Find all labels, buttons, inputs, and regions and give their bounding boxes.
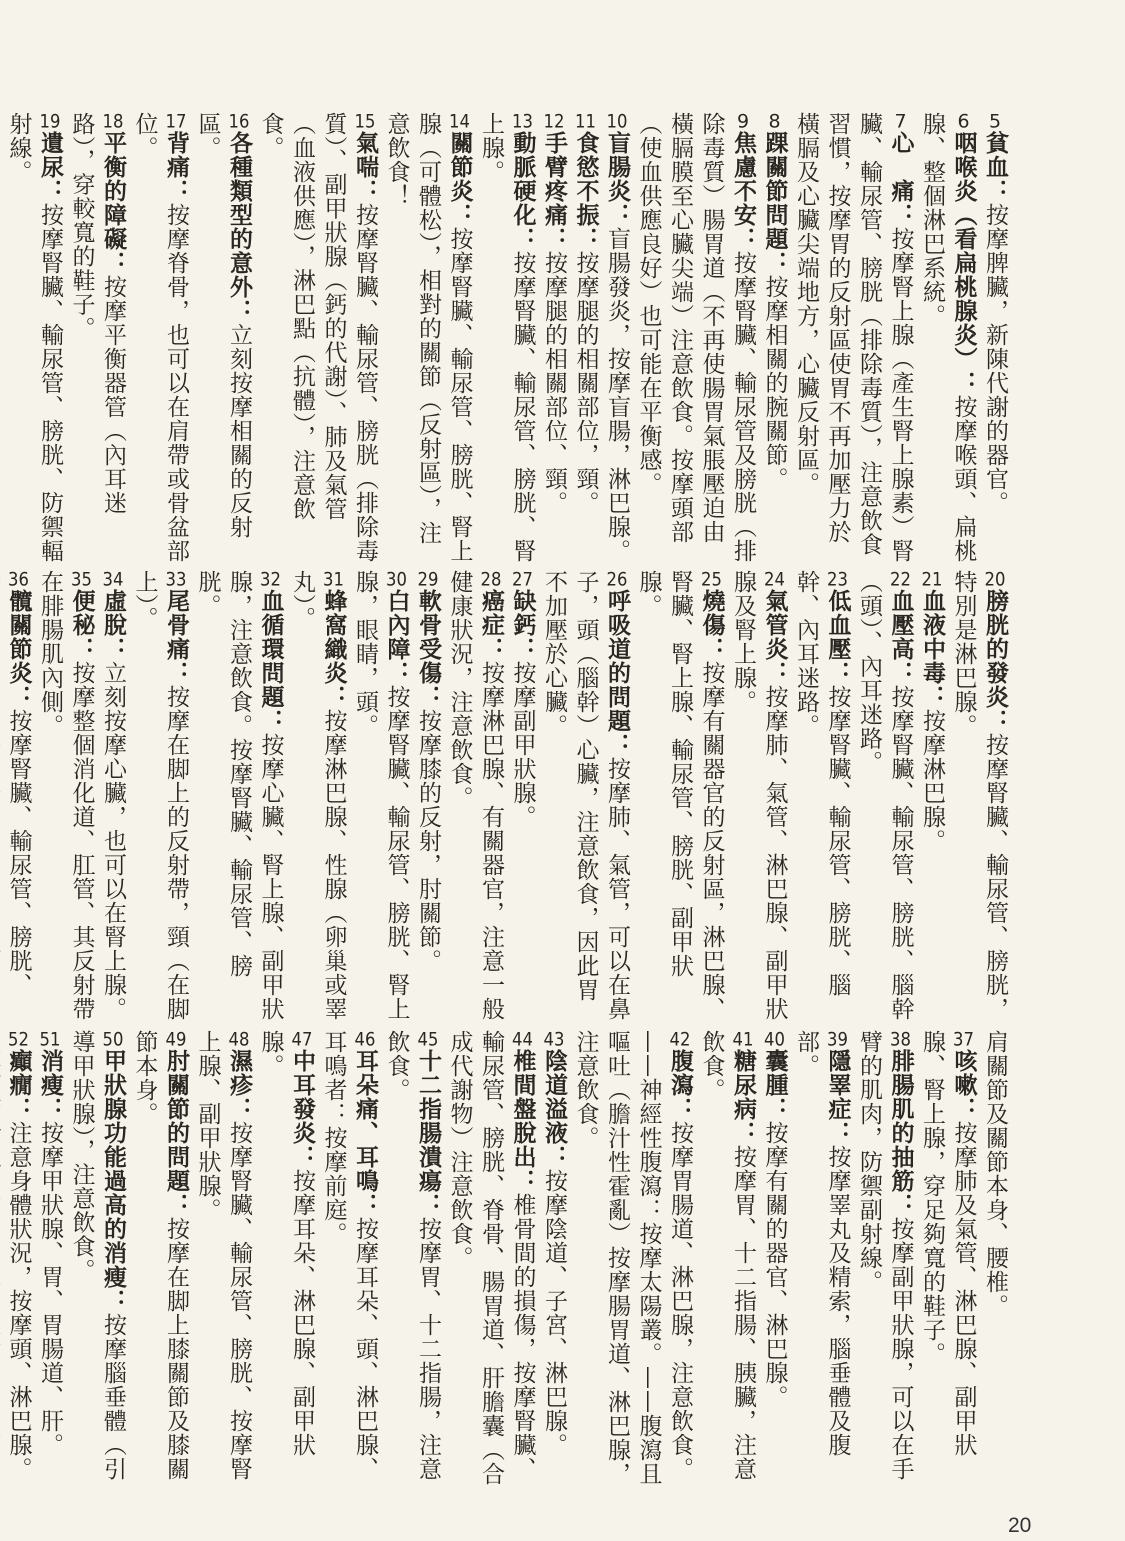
entry-number: 22: [890, 570, 911, 589]
entry-text: 立刻按摩相關的反射區。: [194, 112, 252, 539]
entry-text: 按摩腎臟、輸尿管、膀胱，特別是淋巴腺。: [950, 570, 1008, 1021]
entry-text: 按摩整個消化道、肛管、其反射帶在腓腸肌內側。: [37, 570, 95, 1021]
entry-text: 按摩耳朵、頭、淋巴腺、耳鳴者：按摩前庭。: [320, 1030, 378, 1481]
entry: [916, 570, 948, 1025]
entry-text: 按摩腎臟、輸尿管、膀胱、: [5, 709, 32, 997]
entry: [443, 570, 506, 1025]
entry-heading: 隱睪症：: [824, 1049, 851, 1145]
entry-heading: 甲狀腺功能過高的消瘦：: [100, 1049, 126, 1313]
entry-text: 注意身體狀況，按摩頭、淋巴腺。: [5, 1121, 32, 1481]
entry: [853, 1030, 916, 1490]
entry-heading: 氣喘：: [352, 131, 378, 203]
entry: [947, 570, 1010, 1025]
entry: [2, 1030, 34, 1490]
entry-text: 按摩腿的相關部位，頸。: [572, 251, 599, 515]
entry-number: 32: [260, 570, 281, 589]
entry-text: 按摩心臟、腎上腺、副甲狀腺，注意飲食。按摩腎臟、輸尿管、膀胱。: [194, 570, 284, 1021]
entry-heading: 中耳發炎：: [289, 1049, 315, 1169]
entry: [34, 570, 97, 1025]
entry-number: 9: [736, 112, 750, 131]
entry: [538, 1030, 570, 1490]
entry-text: 按摩淋巴腺。: [919, 709, 945, 853]
entry-heading: 焦慮不安：: [730, 131, 756, 251]
entry-number: 7: [894, 112, 907, 131]
entry-text: 按摩在脚上的反射帶，頸（在脚上）。: [131, 570, 189, 1021]
entry-number: 41: [732, 1030, 754, 1049]
entry: [97, 570, 129, 1025]
entry-text: 按摩肺、氣管，可以在鼻子，頭（腦幹）心臟，注意飲食，因此胃不加壓於心臟。: [541, 570, 630, 1021]
entry: [979, 112, 1011, 564]
entry-number: 35: [71, 570, 92, 589]
entry-text: 按摩副甲狀腺，可以在手臂的肌肉，防禦副射線。: [856, 1030, 914, 1481]
entry-text: 按摩胃腸道、淋巴腺，注意飲食。——神經性腹瀉：按摩太陽叢。——腹瀉且嘔吐（膽汁性霍亂）按摩腸胃道、淋巴腺，注意飲食。: [572, 1030, 693, 1486]
entry-heading: 動脈硬化：: [509, 131, 536, 251]
entry-number: 6: [957, 112, 970, 131]
entry: [380, 1030, 443, 1490]
entry-text: 肩關節及關節本身、腰椎。: [982, 1030, 1008, 1318]
entry-text: 按摩腎臟、輸尿管及膀胱（排除毒質）腸胃道（不再使腸胃氣脹壓迫由橫膈膜至心臟尖端）注意飲食。按摩頭部（使血供應良好）也可能在平衡感。: [635, 112, 756, 563]
entry-text: 按摩腎臟、輸尿管、膀胱、腦幹（頭）、內耳迷路。: [856, 570, 914, 1021]
entry-text: 盲腸發炎，按摩盲腸，淋巴腺。: [604, 227, 630, 563]
entry-heading: 膀胱的發炎：: [982, 589, 1008, 733]
entry-heading: 心 痛：: [887, 131, 914, 227]
entry-text: 按摩胃、十二指腸、胰臟，注意飲食。: [698, 1030, 756, 1481]
entry: [380, 112, 475, 564]
entry-text: 按摩腎臟、輸尿管、膀胱、按摩腎上腺、副甲狀腺。: [194, 1030, 252, 1481]
entry-text: 按摩腎臟、輸尿管、膀胱（排除毒質）、副甲狀腺（鈣的代謝）、肺及氣管（血液供應），淋巴點（抗體），注意飲食。: [257, 112, 378, 563]
entry-heading: 髖關節炎：: [5, 589, 32, 709]
entry-text: 按摩腎臟、輸尿管、膀胱、腎上腺。: [478, 112, 536, 563]
entry: [601, 112, 633, 564]
entry-text: 按摩喉頭、扁桃腺、整個淋巴系統。: [919, 112, 977, 563]
entry-text: 按摩脊骨，也可以在肩帶或骨盆部位。: [131, 112, 189, 563]
entry-text: 按摩甲狀腺、胃、胃腸道、肝。: [37, 1121, 63, 1457]
entry: [916, 112, 979, 564]
entry: [569, 112, 601, 564]
page-number: 20: [1008, 1514, 1032, 1537]
entry-heading: 平衡的障礙：: [100, 131, 126, 275]
entry-number: 49: [165, 1030, 187, 1049]
entry: [191, 1030, 254, 1490]
entry-heading: 濕疹：: [226, 1049, 252, 1121]
entry: [475, 112, 538, 564]
entry-heading: 背痛：: [163, 131, 189, 203]
entry: [758, 1030, 790, 1490]
entry-number: 43: [543, 1030, 565, 1049]
entry: [632, 570, 727, 1025]
entry-text: 按摩平衡器管（內耳迷路），穿較寬的鞋子。: [68, 112, 126, 515]
entry-number: 23: [827, 570, 848, 589]
entry: [916, 1030, 979, 1490]
entry-number: 18: [102, 112, 124, 131]
entry-number: 16: [228, 112, 250, 131]
entry-heading: 糖尿病：: [730, 1049, 756, 1145]
entry-heading: 各種類型的意外：: [226, 131, 252, 323]
entry-number: 47: [291, 1030, 313, 1049]
entry-number: 34: [102, 570, 124, 589]
entry-heading: 血壓高：: [887, 589, 914, 685]
entry-text: 椎骨間的損傷，按摩腎臟、輸尿管、膀胱、脊骨、腸胃道、肝膽囊（合成代謝物）注意飲食。: [446, 1030, 536, 1486]
entry-number: 44: [512, 1030, 533, 1049]
entry-heading: 椎間盤脫出：: [509, 1049, 536, 1193]
entry-number: 14: [449, 112, 470, 131]
entry-text: 按摩有關器官的反射區，淋巴腺、腎臟、腎上腺、輸尿管、膀胱、副甲狀腺。: [635, 570, 725, 1021]
entry-heading: 燒傷：: [698, 589, 725, 661]
entry-number: 50: [102, 1030, 124, 1049]
entry-text: 按摩相關的腕關節。: [761, 275, 788, 491]
entry-heading: 軟骨受傷：: [415, 589, 441, 709]
entry: [254, 112, 380, 564]
entry: [727, 570, 790, 1025]
entry: [790, 112, 916, 564]
entry-text: 按摩淋巴腺、有關器官，注意一般健康狀況，注意飲食。: [446, 570, 504, 1021]
entry-text: 按摩脾臟，新陳代謝的器官。: [982, 203, 1008, 515]
entry-number: 39: [827, 1030, 848, 1049]
entry-heading: 咽喉炎（看扁桃腺炎）：: [950, 131, 977, 395]
entry: [191, 570, 286, 1025]
entry: [0, 570, 34, 1025]
entry-number: 21: [921, 570, 943, 589]
entry-text: 按摩睪丸及精索，腦垂體及腹部。: [793, 1030, 851, 1457]
entry: [128, 1030, 191, 1490]
entry: [65, 1030, 128, 1490]
entry-heading: 消瘦：: [37, 1049, 63, 1121]
entry-number: 36: [8, 570, 29, 589]
entry-number: 45: [417, 1030, 439, 1049]
entry: [2, 112, 65, 564]
entry-text: 按摩腦垂體（引導甲狀腺），注意飲食。: [68, 1030, 126, 1481]
entry-number: 48: [228, 1030, 250, 1049]
entry: [286, 570, 349, 1025]
entry-text: 按摩膝的反射，肘關節。: [415, 709, 441, 973]
entry: [538, 112, 570, 564]
entry-number: 19: [39, 112, 61, 131]
entry-number: 24: [764, 570, 785, 589]
entry: [443, 1030, 538, 1490]
entry-number: 38: [890, 1030, 911, 1049]
entry: [254, 1030, 317, 1490]
entry-heading: 氣管炎：: [761, 589, 788, 685]
entry-text: 按摩胃、十二指腸，注意飲食。: [383, 1030, 441, 1481]
entry: [979, 1030, 1011, 1490]
entry-heading: 手臂疼痛：: [541, 131, 567, 251]
entry-number: 20: [984, 570, 1006, 589]
entry-heading: 盲腸炎：: [604, 131, 630, 227]
entry-number: 29: [417, 570, 439, 589]
entry: [632, 112, 758, 564]
entry: [695, 1030, 758, 1490]
entry-heading: 癲癇：: [5, 1049, 32, 1121]
entry-number: 27: [512, 570, 533, 589]
entry-number: 26: [606, 570, 628, 589]
entry-heading: 踝關節問題：: [761, 131, 788, 275]
entry-heading: 關節炎：: [446, 131, 473, 227]
entry-heading: 肘關節的問題：: [163, 1049, 189, 1217]
text-columns: [5, 570, 1010, 1025]
entry-heading: 十二指腸潰瘍：: [415, 1049, 441, 1217]
entry-heading: 缺鈣：: [509, 589, 536, 661]
entry-number: 8: [768, 112, 781, 131]
entry-heading: 囊腫：: [761, 1049, 788, 1121]
text-columns: [5, 112, 1010, 564]
entry-number: 37: [953, 1030, 974, 1049]
entry-number: 51: [39, 1030, 61, 1049]
entry-text: 按摩腎臟、輸尿管、膀胱、腎上腺（可體松），相對的關節（反射區），注意飲食！: [383, 112, 473, 563]
entry-number: 11: [575, 112, 596, 131]
entry-number: 25: [701, 570, 722, 589]
entry-number: 10: [606, 112, 628, 131]
entry-text: 按摩腿的相關部位、頸。: [541, 251, 567, 515]
text-block-top: [5, 112, 1010, 564]
entry-heading: 腓腸肌的抽筋：: [887, 1049, 914, 1217]
entry-text: 立刻按摩心臟，也可以在腎上腺。: [100, 661, 126, 1021]
entry: [538, 570, 633, 1025]
entry-heading: 血循環問題：: [257, 589, 284, 733]
entry-heading: 血液中毒：: [919, 589, 945, 709]
entry-heading: 低血壓：: [824, 589, 851, 685]
entry-text: 按摩腎臟、輸尿管、膀胱、腦幹、內耳迷路。: [793, 570, 851, 997]
entry-heading: 癌症：: [478, 589, 504, 661]
entry-text: 按摩耳朵、淋巴腺、副甲狀腺。: [257, 1030, 315, 1457]
entry: [790, 1030, 853, 1490]
entry-heading: 尾骨痛：: [163, 589, 189, 685]
entry: [412, 570, 444, 1025]
entry-text: 按摩肺、氣管、淋巴腺、副甲狀腺及腎上腺。: [730, 570, 788, 1021]
entry-heading: 食慾不振：: [572, 131, 599, 251]
entry: [128, 570, 191, 1025]
entry: [506, 570, 538, 1025]
text-block-bottom: [5, 1030, 1010, 1490]
entry-heading: 貧血：: [982, 131, 1008, 203]
entry-text: 按摩肺及氣管、淋巴腺、副甲狀腺、腎上腺，穿足夠寬的鞋子。: [919, 1030, 977, 1457]
entry: [34, 1030, 66, 1490]
entry: [128, 112, 191, 564]
entry-number: 5: [988, 112, 1002, 131]
entry-text: 按摩腎臟、輸尿管、膀胱、防禦輻射線。: [5, 112, 63, 563]
entry-number: 46: [354, 1030, 376, 1049]
entry-number: 33: [165, 570, 187, 589]
entry: [317, 1030, 380, 1490]
entry-heading: 耳朵痛、耳鳴：: [352, 1049, 378, 1217]
entry: [853, 570, 916, 1025]
text-columns: [5, 1030, 1010, 1490]
entry-heading: 蜂窩織炎：: [320, 589, 347, 709]
entry: [0, 1030, 2, 1490]
entry: [569, 1030, 695, 1490]
entry-number: 30: [386, 570, 407, 589]
entry-text: 按摩在脚上膝關節及膝關節本身。: [131, 1030, 189, 1481]
entry-text: 按摩副甲狀腺。: [509, 661, 536, 829]
entry-heading: 呼吸道的問題：: [604, 589, 630, 757]
entry-number: 52: [8, 1030, 29, 1049]
entry: [758, 112, 790, 564]
text-block-middle: [5, 570, 1010, 1025]
entry-number: 13: [512, 112, 533, 131]
entry-number: 42: [669, 1030, 691, 1049]
entry-heading: 虛脫：: [100, 589, 126, 661]
entry-number: 12: [543, 112, 565, 131]
entry-heading: 陰道溢液：: [541, 1049, 567, 1169]
entry-number: 17: [165, 112, 187, 131]
entry-text: 按摩腎上腺（產生腎上腺素）腎臟、輸尿管、膀胱（排除毒質），注意飲食習慣，按摩胃的反射區使胃不再加壓力於橫膈及心臟尖端地方，心臟反射區。: [793, 112, 914, 563]
entry-text: 按摩陰道、子宮、淋巴腺。: [541, 1169, 567, 1457]
entry: [349, 570, 412, 1025]
entry: [790, 570, 853, 1025]
entry-text: 按摩淋巴腺、性腺（卵巢或睪丸）。: [289, 570, 347, 1021]
entry-heading: 便秘：: [68, 589, 95, 661]
entry-heading: 遺尿：: [37, 131, 63, 203]
entry-text: 按摩腎臟、輸尿管、膀胱、腎上腺，眼睛，頭。: [352, 570, 410, 1021]
entry-number: 15: [354, 112, 376, 131]
entry-number: 31: [323, 570, 344, 589]
entry-text: 按摩有關的器官、淋巴腺。: [761, 1121, 788, 1409]
entry-heading: 腹瀉：: [667, 1049, 693, 1121]
entry-number: 28: [480, 570, 502, 589]
entry: [65, 112, 128, 564]
entry-heading: 咳嗽：: [950, 1049, 977, 1121]
entry-heading: 白內障：: [383, 589, 410, 685]
entry: [191, 112, 254, 564]
entry-number: 40: [764, 1030, 785, 1049]
